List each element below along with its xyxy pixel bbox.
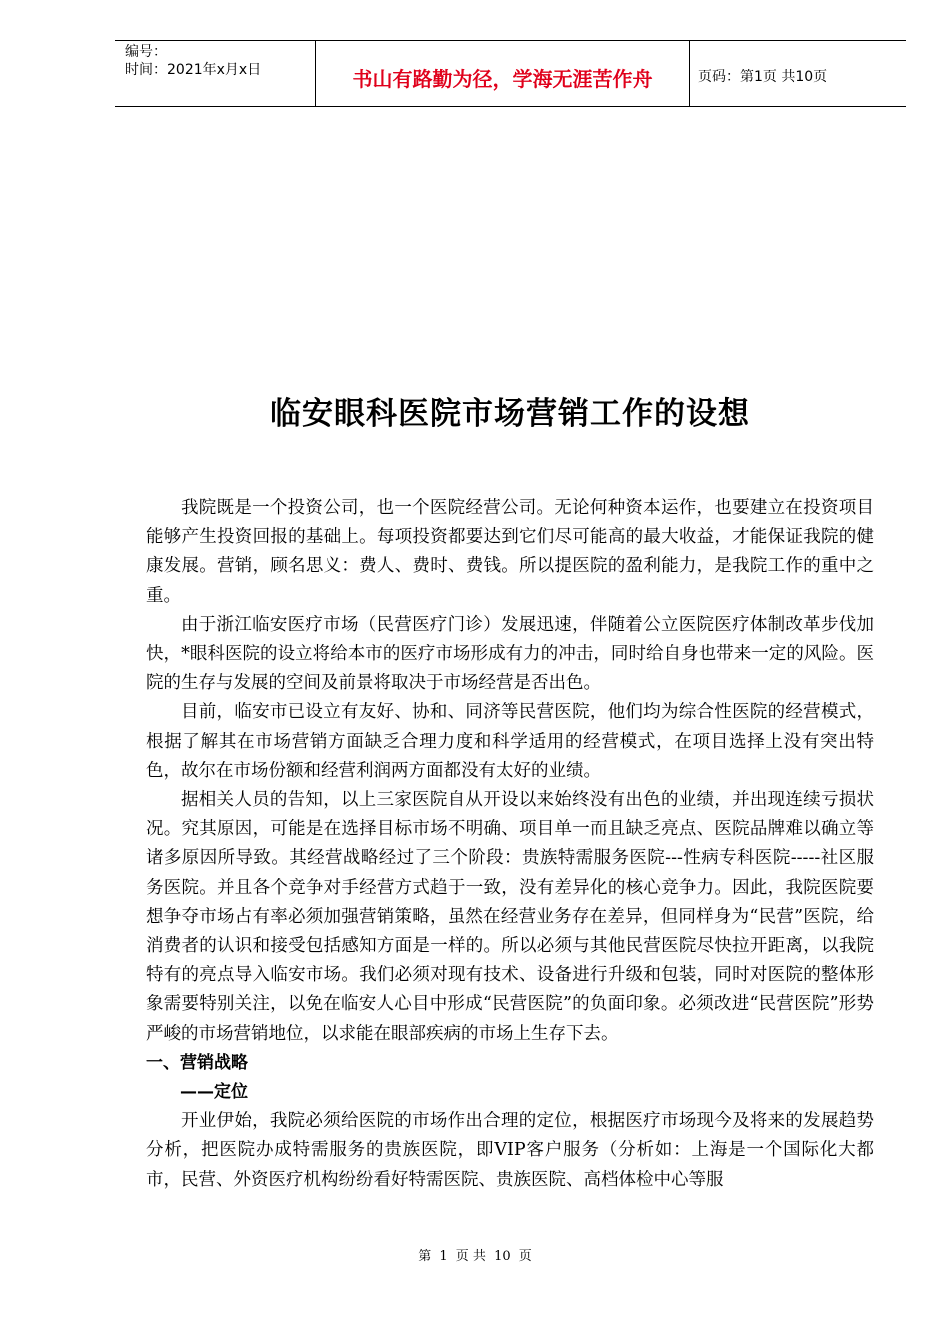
subsection-heading-positioning: ——定位: [180, 1082, 248, 1103]
header-motto-cell: [315, 41, 690, 106]
paragraph-1: 我院既是一个投资公司，也一个医院经营公司。无论何种资本运作，也要建立在投资项目能够产生投资回报的基础上。每项投资都要达到它们尽可能高的最大收益，才能保证我院的健康发展。营销，顾名思义：费人、费时、费钱。所以提医院的盈利能力，是我院工作的重中之重。: [146, 498, 874, 606]
paragraph-4: 据相关人员的告知，以上三家医院自从开设以来始终没有出色的业绩，并出现连续亏损状况。究其原因，可能是在选择目标市场不明确、项目单一而且缺乏亮点、医院品牌难以确立等诸多原因所导致。其经营战略经过了三个阶段：贵族特需服务医院---性病专科医院-----社区服务医院。并且各个竞争对手经营方式趋于一致，没有差异化的核心竞争力。因此，我院医院要想争夺市场占有率必须加强营销策略，虽然在经营业务存在差异，但同样身为“民营”医院，给消费者的认识和接受包括感知方面是一样的。所以必须与其他民营医院尽快拉开距离，以我院特有的亮点导入临安市场。我们必须对现有技术、设备进行升级和包装，同时对医院的整体形象需要特别关注，以免在临安人心目中形成“民营医院”的负面印象。必须改进“民营医院”形势严峻的市场营销地位，以求能在眼部疾病的市场上生存下去。: [146, 790, 874, 1044]
footer-middle: 页 共: [455, 1249, 486, 1264]
footer-suffix: 页: [518, 1249, 532, 1264]
document-title: 临安眼科医院市场营销工作的设想: [270, 396, 750, 432]
header-info-cell: [115, 41, 315, 106]
footer-prefix: 第: [418, 1249, 432, 1264]
page-footer: [0, 1245, 950, 1264]
footer-total-pages: 10: [494, 1249, 511, 1264]
paragraph-5: 开业伊始，我院必须给医院的市场作出合理的定位，根据医疗市场现今及将来的发展趋势分析，把医院办成特需服务的贵族医院，即VIP客户服务（分析如：上海是一个国际化大都市，民营、外资医疗机构纷纷看好特需医院、贵族医院、高档体检中心等服: [146, 1111, 874, 1190]
document-time-label: 时间：2021年x月x日: [125, 62, 262, 78]
header-motto: 书山有路勤为径，学海无涯苦作舟: [352, 67, 653, 91]
section-heading-marketing-strategy: 一、营销战略: [146, 1052, 248, 1073]
document-number-label: 编号：: [125, 44, 167, 60]
footer-page-number: 1: [439, 1249, 448, 1264]
document-body: [146, 494, 874, 1195]
paragraph-2: 由于浙江临安医疗市场（民营医疗门诊）发展迅速，伴随着公立医院医疗体制改革步伐加快，*眼科医院的设立将给本市的医疗市场形成有力的冲击，同时给自身也带来一定的风险。医院的生存与发展的空间及前景将取决于市场经营是否出色。: [146, 614, 874, 694]
page-header: [115, 40, 906, 107]
paragraph-3: 目前，临安市已设立有友好、协和、同济等民营医院，他们均为综合性医院的经营模式，根据了解其在市场营销方面缺乏合理力度和科学适用的经营模式，在项目选择上没有突出特色，故尔在市场份额和经营利润两方面都没有太好的业绩。: [146, 702, 874, 781]
header-page-cell: [690, 41, 906, 106]
header-page-info: 页码：第1页 共10页: [698, 69, 828, 85]
